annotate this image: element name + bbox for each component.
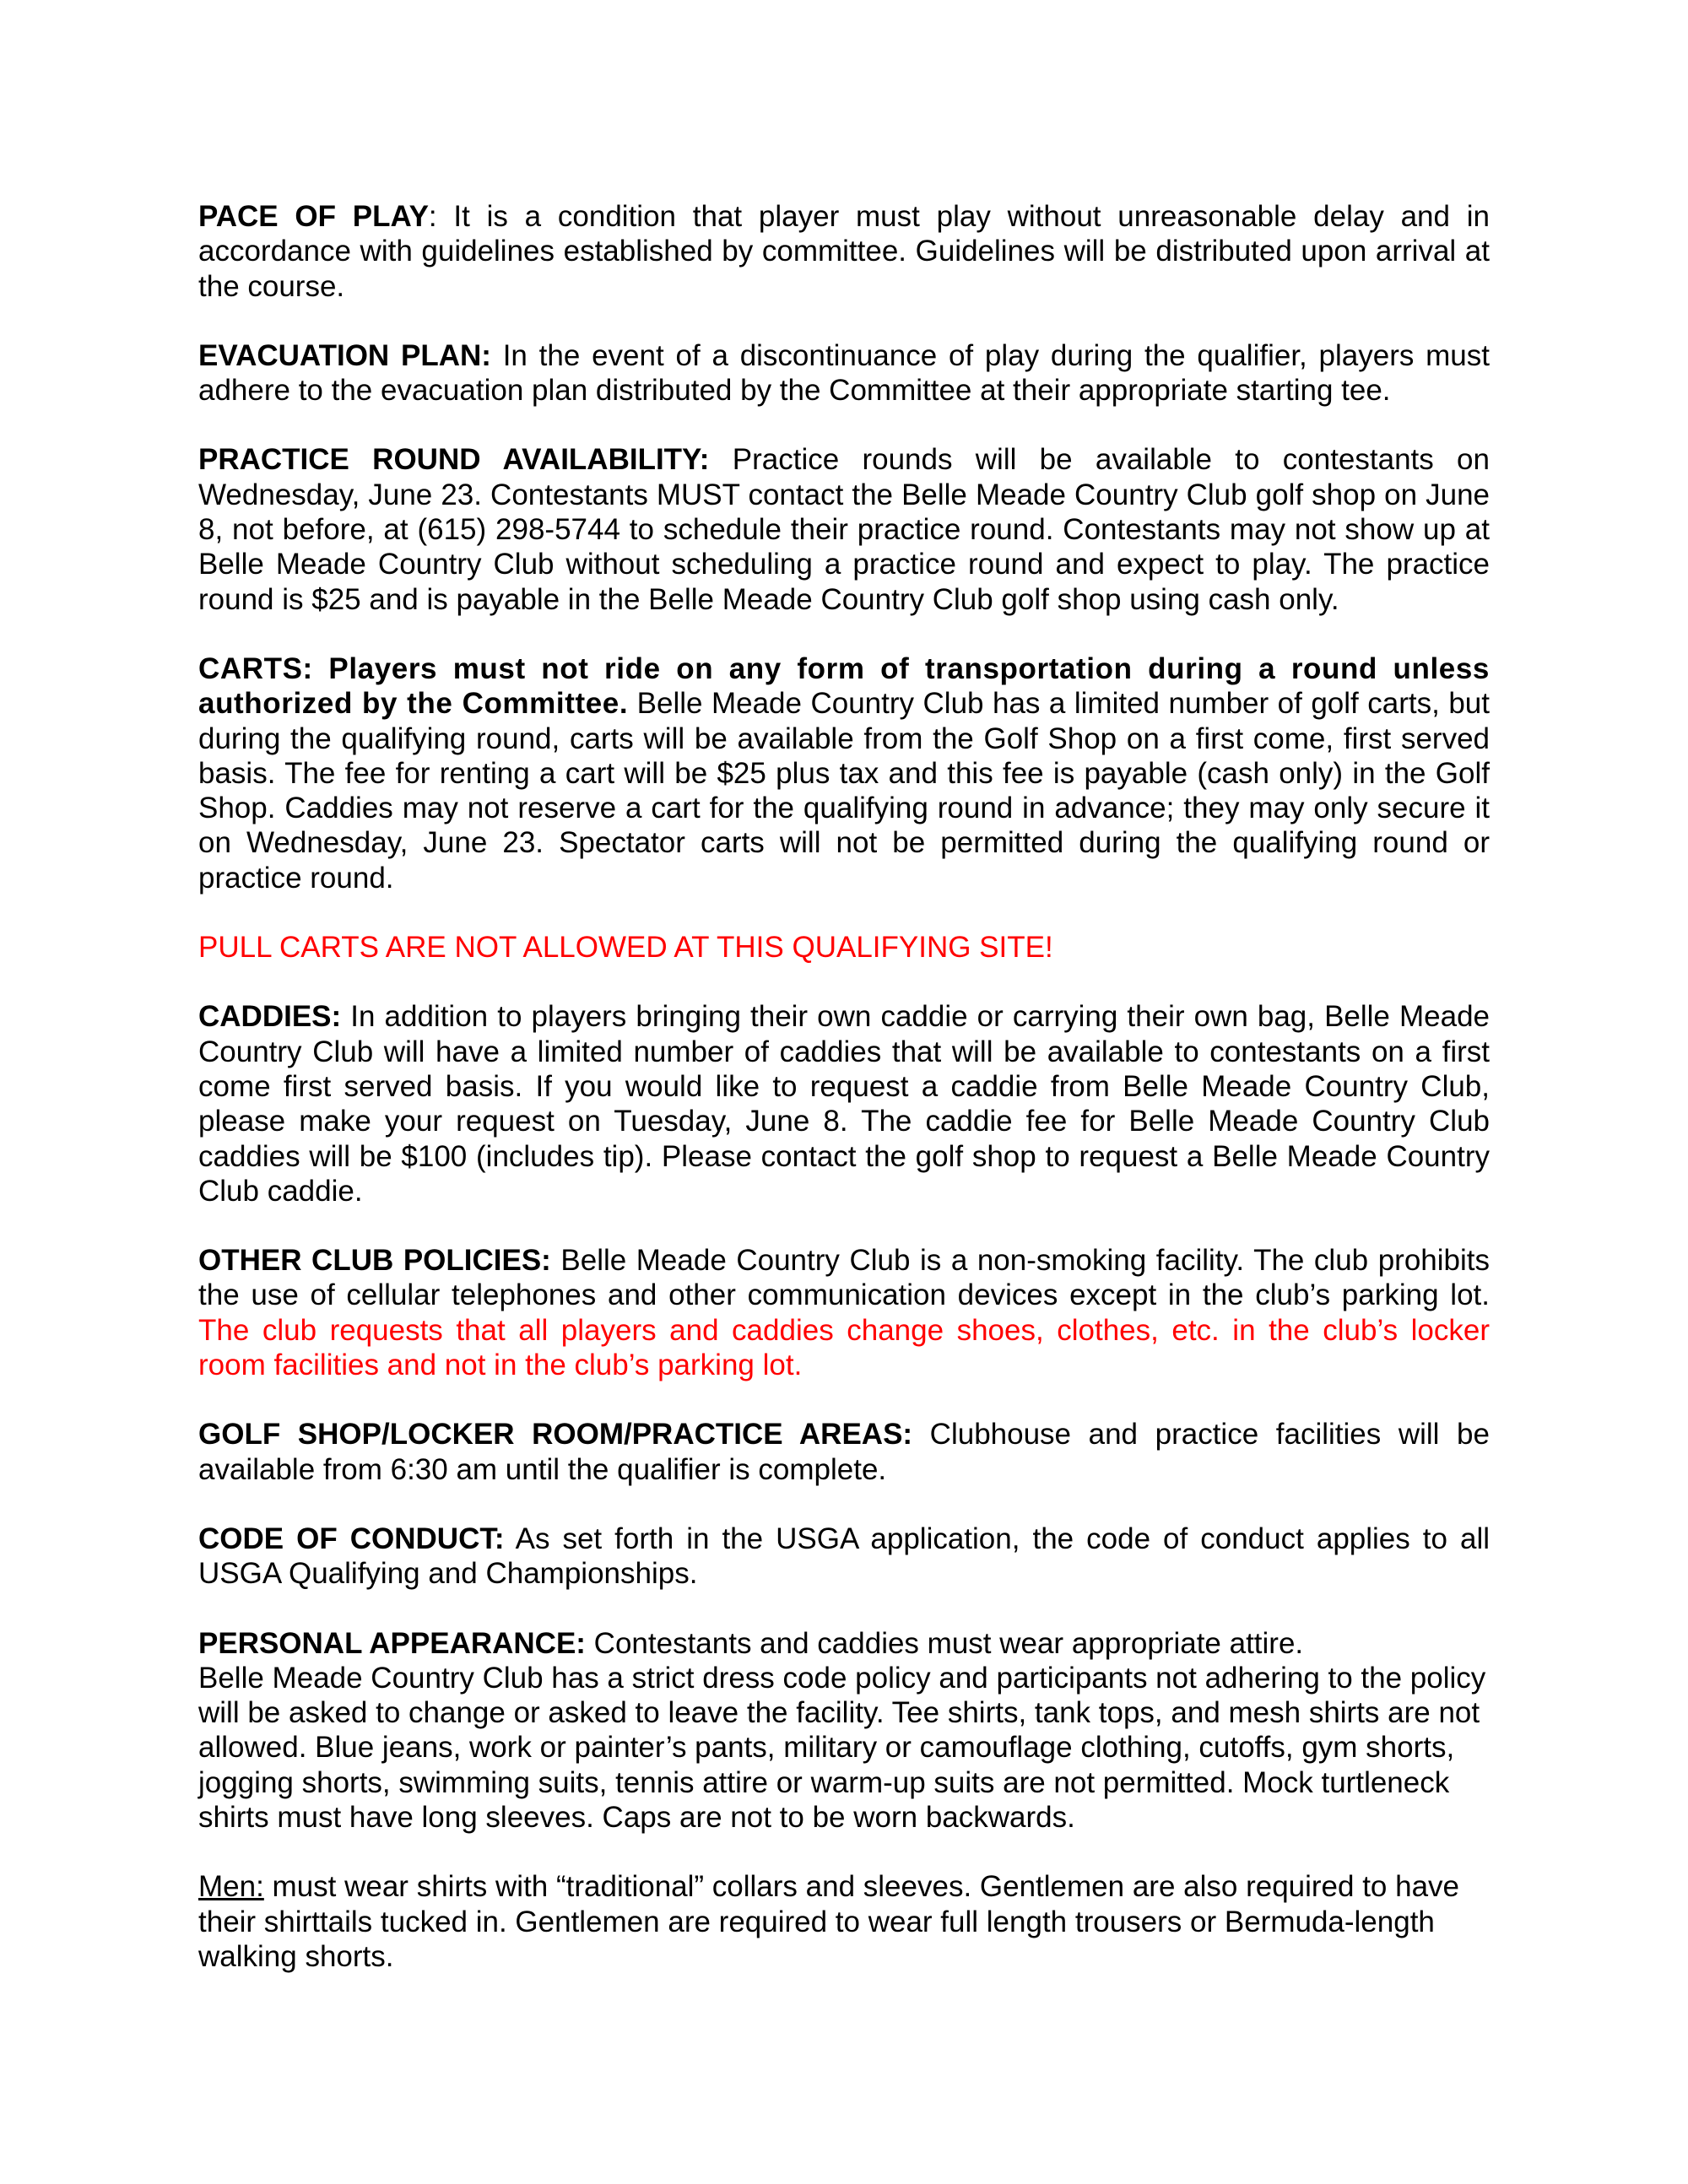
personal-appearance-paragraph: [198, 1626, 1490, 1661]
men-attire-text: must wear shirts with “traditional” collars and sleeves. Gentlemen are also required to have their shirttails tucked in. Gentlemen are required to wear full length trousers or Bermuda-length walking shorts.: [198, 1870, 1460, 1973]
practice-round-paragraph: [198, 442, 1490, 616]
club-policies-heading: OTHER CLUB POLICIES:: [198, 1244, 551, 1278]
code-of-conduct-text: As set forth in the USGA application, the code of conduct applies to all USGA Qualifying and Championships.: [198, 1522, 1490, 1591]
golf-shop-paragraph: [198, 1417, 1490, 1487]
caddies-paragraph: [198, 999, 1490, 1208]
pull-carts-notice: PULL CARTS ARE NOT ALLOWED AT THIS QUALIFYING SITE!: [198, 931, 1053, 965]
men-attire-paragraph: [198, 1869, 1490, 1974]
pace-of-play-paragraph: [198, 199, 1490, 304]
carts-paragraph: [198, 651, 1490, 895]
evacuation-plan-heading: EVACUATION PLAN:: [198, 338, 491, 372]
golf-shop-text: Clubhouse and practice facilities will be available from 6:30 am until the qualifier is complete.: [198, 1418, 1490, 1486]
code-of-conduct-heading: CODE OF CONDUCT:: [198, 1522, 505, 1555]
club-policies-text: Belle Meade Country Club is a non-smoking facility. The club prohibits the use of cellular telephones and other communication devices except in the club’s parking lot.: [198, 1244, 1490, 1312]
golf-shop-heading: GOLF SHOP/LOCKER ROOM/PRACTICE AREAS:: [198, 1418, 913, 1451]
carts-text: Belle Meade Country Club has a limited number of golf carts, but during the qualifying round, carts will be available from the Golf Shop on a first come, first served basis. The fee for renting a cart will be $25 plus tax and this fee is payable (cash only) in the Golf Shop. Caddies may not reserve a cart for the qualifying round in advance; they may only secure it on Wednesday, June 23. Spectator carts will not be permitted during the qualifying round or practice round.: [198, 687, 1490, 895]
caddies-text: In addition to players bringing their own caddie or carrying their own bag, Belle Meade Country Club will have a limited number of caddies that will be available to contestants on a first come first served basis. If you would like to request a caddie from Belle Meade Country Club, please make your request on Tuesday, June 8. The caddie fee for Belle Meade Country Club caddies will be $100 (includes tip). Please contact the golf shop to request a Belle Meade Country Club caddie.: [198, 1000, 1490, 1208]
document-page: [198, 199, 1490, 2008]
personal-appearance-text: Contestants and caddies must wear appropriate attire.: [585, 1626, 1304, 1660]
pace-of-play-heading: PACE OF PLAY: [198, 200, 429, 233]
code-of-conduct-paragraph: [198, 1522, 1490, 1592]
men-label: Men:: [198, 1870, 264, 1904]
personal-appearance-heading: PERSONAL APPEARANCE:: [198, 1626, 586, 1660]
practice-round-heading: PRACTICE ROUND AVAILABILITY:: [198, 443, 710, 477]
evacuation-plan-text: In the event of a discontinuance of play during the qualifier, players must adhere to the evacuation plan distributed by the Committee at their appropriate starting tee.: [198, 338, 1490, 408]
club-policies-paragraph: [198, 1243, 1490, 1382]
pace-of-play-text: : It is a condition that player must play without unreasonable delay and in accordance with guidelines established by committee. Guidelines will be distributed upon arrival at the course.: [198, 200, 1491, 303]
club-policies-red-text: The club requests that all players and caddies change shoes, clothes, etc. in the club’s locker room facilities and not in the club’s parking lot.: [198, 1313, 1490, 1382]
caddies-heading: CADDIES:: [198, 1000, 342, 1034]
practice-round-text: Practice rounds will be available to contestants on Wednesday, June 23. Contestants MUST contact the Belle Meade Country Club golf shop on June 8, not before, at (615) 298-5744 to schedule their practice round. Contestants may not show up at Belle Meade Country Club without scheduling a practice round and expect to play. The practice round is $25 and is payable in the Belle Meade Country Club golf shop using cash only.: [198, 443, 1490, 616]
carts-heading: CARTS: Players must not ride on any form of transportation during a round unless authorized by the Committee.: [198, 651, 1490, 721]
dress-code-paragraph: Belle Meade Country Club has a strict dress code policy and participants not adhering to the policy will be asked to change or asked to leave the facility. Tee shirts, tank tops, and mesh shirts are not allowed. Blue jeans, work or painter’s pants, military or camouflage clothing, cutoffs, gym shorts, jogging shorts, swimming suits, tennis attire or warm-up suits are not permitted. Mock turtleneck shirts must have long sleeves. Caps are not to be worn backwards.: [198, 1661, 1486, 1834]
evacuation-plan-paragraph: [198, 338, 1490, 408]
